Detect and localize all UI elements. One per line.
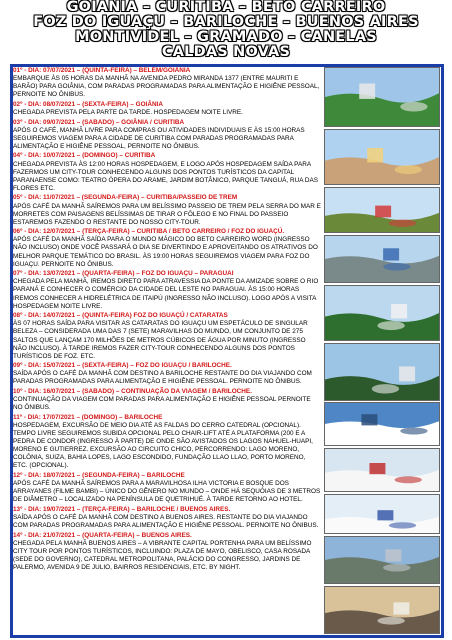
itinerary-day-4 (13, 152, 321, 192)
iguacu-falls-photo (324, 285, 440, 341)
header-line-1: GOIANIA – CURITIBA – BETO CARREIRO (66, 0, 386, 15)
day-description: CHEGADA PELA MANHÃ, IREMOS DIRETO PARA ATRAVESSIA DA PONTE DA AMIZADE SOBRE O RIO PARANÁ E CONHECER O COMÉRCIO DA CIDADE DEL LESTE NO PARAGUAI. ÀS 15:00 HORAS IREMOS CONHECER A HIDRELÉTRICA DE ITAIPÚ (INGRESSO NÃO INCLUSO). LOGO APÓS A VISITA HOSPEDAGEM NOITE LIVRE. (13, 278, 319, 310)
day-heading: 06º - DIA: 12/07/2021 – (TERÇA-FEIRA) – CURITIBA / BETO CARREIRO / FOZ DO IGUAÇÚ. (13, 228, 285, 236)
itinerary-day-2 (13, 101, 321, 117)
itinerary-day-14 (13, 532, 321, 572)
itinerary-day-1 (13, 67, 321, 99)
day-heading: 01º - DIA: 07/07/2021 – (QUINTA-FEIRA) – BELÉM/GOIÂNIA (13, 67, 191, 74)
bariloche-sledding-photo (324, 494, 440, 534)
day-description: CONTINUAÇÃO DA VIAGEM COM PARADAS PARA ALIMENTAÇÃO E HIGIÊNE PESSOAL PERNOITE NO ÔNIBUS. (13, 396, 311, 412)
itinerary-day-5 (13, 194, 321, 226)
itinerary-day-11 (13, 414, 321, 471)
day-heading: 04º - DIA: 10/07/2021 – (DOMINGO) – CURITIBA (13, 152, 156, 160)
itinerary-text (13, 67, 321, 635)
day-description: APÓS CAFÉ DA MANHÃ SAÍREMOS PARA A MARAVILHOSA ILHA VICTORIA E BOSQUE DOS ARRAYANES (FILME BAMBI) – ÚNICO DO GÊNERO NO MUNDO – ONDE HÁ SEQUÓIAS DE 3 METROS DE DIÂMETRO – LOCALIZADO NA PENÍNSULA DE QUETRIHUÉ. À TARDE RETORNO AO HOTEL. (13, 480, 321, 504)
buenos-aires-floralis-photo (324, 536, 440, 584)
day-description: APÓS CAFÉ DA MANHÃ SAÍREMOS PARA UM BELÍSSIMO PASSEIO DE TREM PELA SERRA DO MAR E MORRETES COM PAISAGENS BELÍSSIMAS DE TIRAR O FÔLEGO E NO FINAL DO PASSEIO ESTAREMOS FAZENDO O RESTANTE DO NOSSO CITY-TOUR. (13, 202, 321, 226)
day-heading: 02º - DIA: 08/07/2021 – (SEXTA-FEIRA) – GOIÂNIA (13, 100, 163, 108)
bariloche-ski-photo (324, 448, 440, 492)
day-heading: 05º - DIA: 11/07/2021 – (SEGUNDA-FEIRA) – CURITIBA/PASSEIO DE TREM (13, 194, 238, 202)
bariloche-snow-lake-photo (324, 402, 440, 446)
header-line-3: MONTIVIDEL – GRAMADO – CANELAS (75, 29, 377, 45)
day-description: APÓS O CAFÉ, MANHÃ LIVRE PARA COMPRAS OU ATIVIDADES INDIVIDUAIS E ÀS 15:00 HORAS SEGUIREMOS VIAGEM PARA A CIDADE DE CURITIBA COM PARADAS PROGRAMADAS PARA ALIMENTAÇÃO E HIGIÊNE PESSOAL, PERNOITE NO ÔNIBUS. (13, 126, 305, 150)
day-description: CHEGADA PREVISTA ÀS 12:00 HORAS HOSPEDAGEM, E LOGO APÓS HOSPEDAGEM SAÍDA PARA FAZERMOS UM CITY-TOUR CONHECENDO ALGUNS DOS PONTOS TURÍSTICOS DA CAPITAL PARANAENSE COMO: TEATRO ÓPERA DO ARAME, JARDIM BOTÂNICO, PARQUE TANGUÁ, RUA DAS FLORES ETC. (13, 160, 319, 192)
curitiba-botanic-garden-photo (324, 67, 440, 127)
flyer-header (0, 0, 452, 60)
day-description: APÓS CAFÉ DA MANHÃ SAÍDA PARA O MUNDO MÁGICO DO BETO CARREIRO WORD (INGRESSO NÃO INCLUSO) ONDE VOCÊ PASSARÁ O DIA SE DIVERTINDO E APROVEITANDO OS ATRATIVOS DO MELHOR PARQUE TEMÁTICO DO BRASIL. ÀS 19:00 HORAS SEGUIREMOS VIAGEM PARA FOZ DO IGUAÇU. PERNOITE NO ÔNIBUS. (13, 236, 318, 268)
day-description: SAÍDA APÓS O CAFÉ DA MANHÃ COM DESTINO A BARILOCHE RESTANTE DO DIA VIAJANDO COM PARADAS PROGRAMADAS PARA ALIMENTAÇÃO E HIGIÊNE PESSOAL. PERNOITE NO ÔNIBUS. (13, 370, 312, 386)
day-description: ÀS 07 HORAS SAÍDA PARA VISITAR AS CATARATAS DO IGUAÇU UM ESPETÁCULO DE SINGULAR BELEZA – CONSIDERADA UMA DAS 7 (SETE) MARAVILHAS DO MUNDO, UM CONJUNTO DE 275 SALTOS QUE LANÇAM 170 MILHÕES DE METROS CÚBICOS DE ÁGUA POR MINUTO (INGRESSO NÃO INCLUSO). À TARDE IREMOS FAZER CITY-TOUR CONHECENDO ALGUNS DOS PONTOS TURÍSTICOS DE FOZ. ETC. (13, 320, 308, 360)
day-description: EMBARQUE ÀS 05 HORAS DA MANHÃ NA AVENIDA PEDRO MIRANDA 1377 (ENTRE MAURITI E BARÃO) PARA GOIÂNIA, COM PARADAS PROGRAMADAS PARA ALIMENTAÇÃO E HIGIÊNE PESSOAL, PERNOITE NO ÔNIBUS. (13, 75, 320, 99)
day-heading: 14º - DIA: 21/07/2021 – (QUARTA-FEIRA) – BUENOS AIRES. (13, 531, 192, 539)
beto-carrero-park-photo (324, 187, 440, 233)
day-description: CHEGADA PREVISTA PELA PARTE DA TARDE. HOSPEDAGEM NOITE LIVRE. (13, 108, 243, 116)
header-line-2: FOZ DO IGUAÇU – BARILOCHE – BUENOS AIRES (33, 14, 419, 30)
itinerary-day-7 (13, 270, 321, 310)
header-line-4: CALDAS NOVAS (161, 44, 291, 60)
day-heading: 03º - DIA: 09/07/2021 – (SABADO) – GOIÂNIA / CURITIBA (13, 118, 185, 126)
itinerary-day-12 (13, 472, 321, 504)
buenos-aires-obelisco-photo (324, 586, 440, 634)
itinerary-day-10 (13, 388, 321, 412)
day-description: HOSPEDAGEM, EXCURSÃO DE MEIO DIA ATÉ AS FALDAS DO CERRO CATEDRAL (OPCIONAL). TEMPO LIVRE SEGUIREMOS SUBIDA OPCIONAL PELO CHAIR-LIFT ATÉ A PLATAFORMA (200 E A PEDRA DE CONDOR (INGRESSO À PARTE) DE ONDE SÃO AVISTADOS OS LAGOS NAHUEL-HUAPI, MORENO E GUTIERREZ. EXCURSÃO AO CIRCUITO CHICO, PERCORRENDO: LAGO MORENO, COLÔNIA, SUIZA, BAHIA LOPES, LAGO ESCONDIDO, FUNDAÇÃO LLAO LLAO, PORTO MORENO, ETC. (OPCIONAL). (13, 421, 313, 470)
day-heading: 12º - DIA: 18/07/2021 – (SEGUNDA-FEIRA) – BARILOCHE (13, 472, 185, 479)
day-description: CHEGADA PELA MANHÃ BUENOS AIRES – A VIBRANTE CAPITAL PORTENHA PARA UM BELÍSSIMO CITY TOUR POR PONTOS TURÍSTICOS, INCLUINDO: PLAZA DE MAYO, OBELISCO, CASA ROSADA (SEDE DO GOVERNO), CATEDRAL METROPOLITANA, PALÁCIO DO CONGRESSO, JARDINS DE PALERMO, AVENIDA 9 DE JULIO, BAIRROS RESIDENCIAIS, ETC. BY NIGHT. (13, 539, 312, 572)
day-heading: 09º - DIA: 15/07/2021 – (SEXTA-FEIRA) – FOZ DO IGUAÇU / BARILOCHE. (13, 362, 232, 370)
itaipu-dam-photo (324, 235, 440, 283)
itinerary-day-8 (13, 312, 321, 361)
itinerary-day-9 (13, 362, 321, 386)
day-heading: 13º - DIA: 19/07/2021 – (TERÇA-FEIRA) – BARILOCHE / BUENOS AIRES. (13, 505, 231, 513)
itinerary-day-3 (13, 119, 321, 151)
day-heading: 07º - DIA: 13/07/2021 – (QUARTA-FEIRA) – FOZ DO IGUAÇU – PARAGUAI (13, 270, 234, 278)
day-heading: 11º - DIA: 17/07/2021 – (DOMINGO) – BARILOCHE (13, 413, 163, 421)
day-heading: 10º - DIA: 16/07/2021 – (SABADO) – CONTINUAÇÃO DA VIAGEM / BARILOCHE. (13, 388, 252, 396)
beto-carrero-castle-photo (324, 129, 440, 185)
day-heading: 08º - DIA: 14/07/2021 – (QUINTA-FEIRA) FOZ DO IGUAÇÚ / CATARATAS (13, 312, 228, 320)
itinerary-day-13 (13, 506, 321, 530)
iguacu-falls-panorama-photo (324, 343, 440, 401)
day-description: SAÍDA APÓS O CAFÉ DA MANHÃ COM DESTINO A BUENOS AIRES. RESTANTE DO DIA VIAJANDO COM PARADAS PROGRAMADAS PARA ALIMENTAÇÃO E HIGIÊNE PESSOAL. PERNOITE NO ÔNIBUS. (13, 513, 319, 530)
itinerary-day-6 (13, 228, 321, 268)
